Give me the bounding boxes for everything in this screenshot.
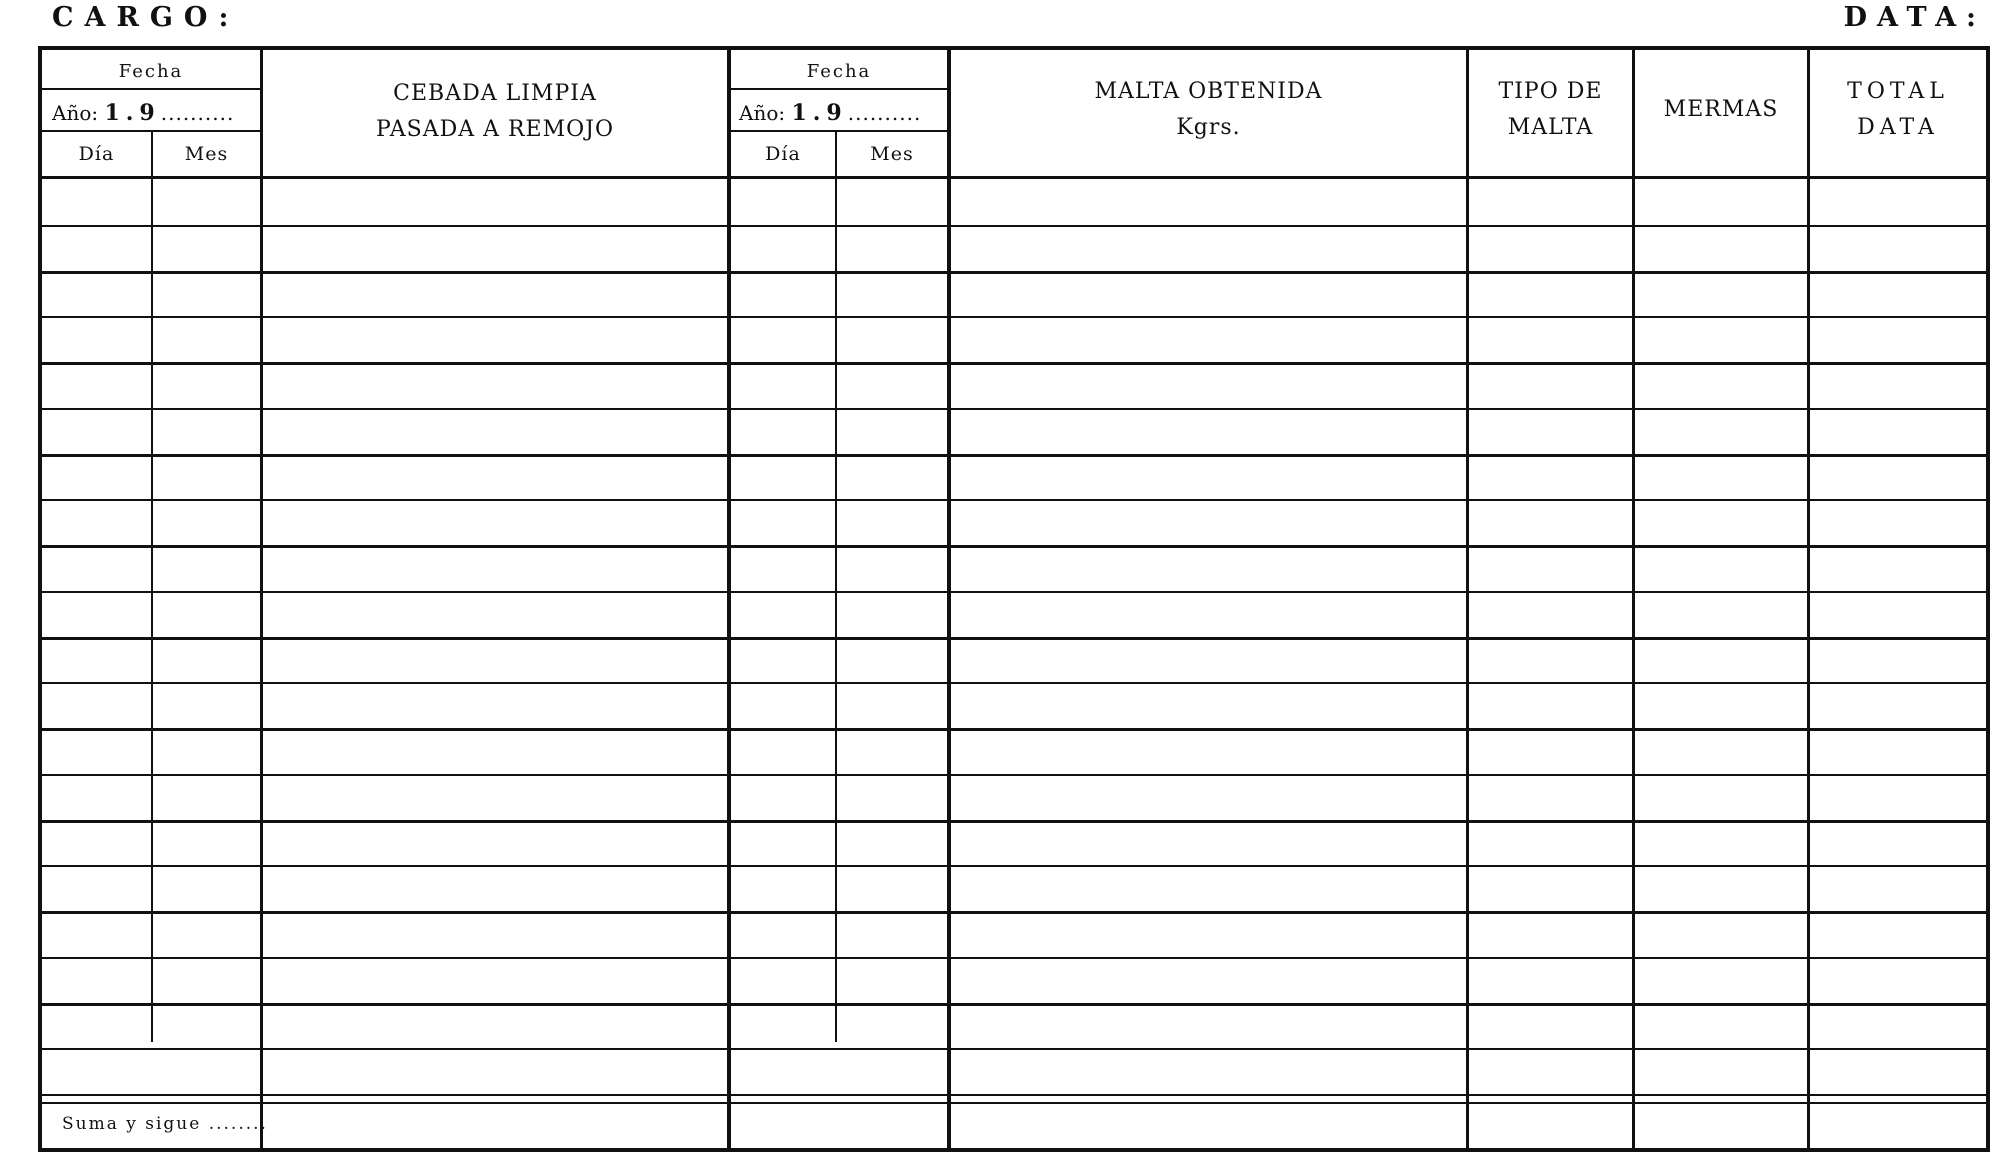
cebada-header: [263, 76, 727, 148]
ledger-row-line: [42, 408, 1986, 410]
ledger-row-line: [42, 637, 1986, 640]
ledger-row-line: [42, 271, 1986, 274]
ledger-row-line: [42, 591, 1986, 593]
ano-right-dots: ..........: [847, 101, 922, 125]
ano-left: [52, 100, 234, 126]
dia-right-label: Día: [765, 143, 801, 165]
mes-right-label: Mes: [870, 143, 914, 165]
ledger-table: [38, 46, 1990, 1152]
ledger-row-line: [42, 728, 1986, 731]
ano-left-dots: ..........: [160, 101, 235, 125]
total-header-line1: TOTAL: [1847, 79, 1949, 104]
ledger-row-line: [42, 316, 1986, 318]
ledger-row-line: [42, 454, 1986, 457]
footer-rule-bottom: [42, 1102, 1986, 1104]
total-header: [1810, 74, 1986, 146]
fecha-left-label: Fecha: [118, 61, 184, 82]
ledger-row-line: [42, 362, 1986, 365]
divider-dia-mes-right: [835, 132, 837, 1042]
ledger-row-line: [42, 774, 1986, 776]
mes-left-label: Mes: [184, 143, 229, 165]
ano-left-prefix: 1.9: [104, 100, 161, 126]
ano-right-prefix: 1.9: [791, 100, 848, 126]
ledger-row-line: [42, 1003, 1986, 1006]
divider-mermas: [1807, 50, 1810, 1152]
divider-fecha-right: [947, 50, 951, 1152]
malta-header-line2: Kgrs.: [1176, 115, 1241, 140]
divider-fecha-left: [260, 50, 263, 1152]
tipo-header: [1469, 74, 1632, 146]
mermas-header: MERMAS: [1663, 97, 1779, 122]
ano-right: [739, 100, 921, 126]
ledger-row-line: [42, 1048, 1986, 1050]
ledger-row-line: [42, 499, 1986, 501]
ledger-row-line: [42, 911, 1986, 914]
footer-rule-top: [42, 1094, 1986, 1096]
malta-header-line1: MALTA OBTENIDA: [1094, 79, 1323, 104]
tipo-header-line2: MALTA: [1507, 115, 1594, 140]
divider-cebada: [727, 50, 731, 1152]
header-bottom-rule: [42, 176, 1986, 179]
ledger-row-line: [42, 865, 1986, 867]
tipo-header-line1: TIPO DE: [1498, 79, 1603, 104]
ledger-row-line: [42, 545, 1986, 548]
ledger-row-line: [42, 820, 1986, 823]
ano-left-label: Año:: [52, 101, 99, 125]
ledger-row-line: [42, 957, 1986, 959]
fecha-right-label: Fecha: [806, 61, 872, 82]
ledger-row-line: [42, 225, 1986, 227]
data-title: DATA:: [1843, 2, 1986, 33]
cebada-header-line1: CEBADA LIMPIA: [393, 81, 597, 106]
suma-y-sigue-label: Suma y sigue ........: [62, 1114, 268, 1134]
malta-header: [951, 74, 1466, 146]
ano-right-rule: [731, 130, 947, 132]
ano-right-label: Año:: [739, 101, 786, 125]
divider-dia-mes-left: [151, 132, 153, 1042]
ledger-row-line: [42, 682, 1986, 684]
dia-left-label: Día: [78, 143, 115, 165]
cebada-header-line2: PASADA A REMOJO: [375, 117, 615, 142]
divider-tipo: [1632, 50, 1635, 1152]
total-header-line2: DATA: [1857, 115, 1939, 140]
ano-left-rule: [42, 130, 260, 132]
cargo-title: CARGO:: [52, 2, 240, 33]
divider-malta: [1466, 50, 1469, 1152]
